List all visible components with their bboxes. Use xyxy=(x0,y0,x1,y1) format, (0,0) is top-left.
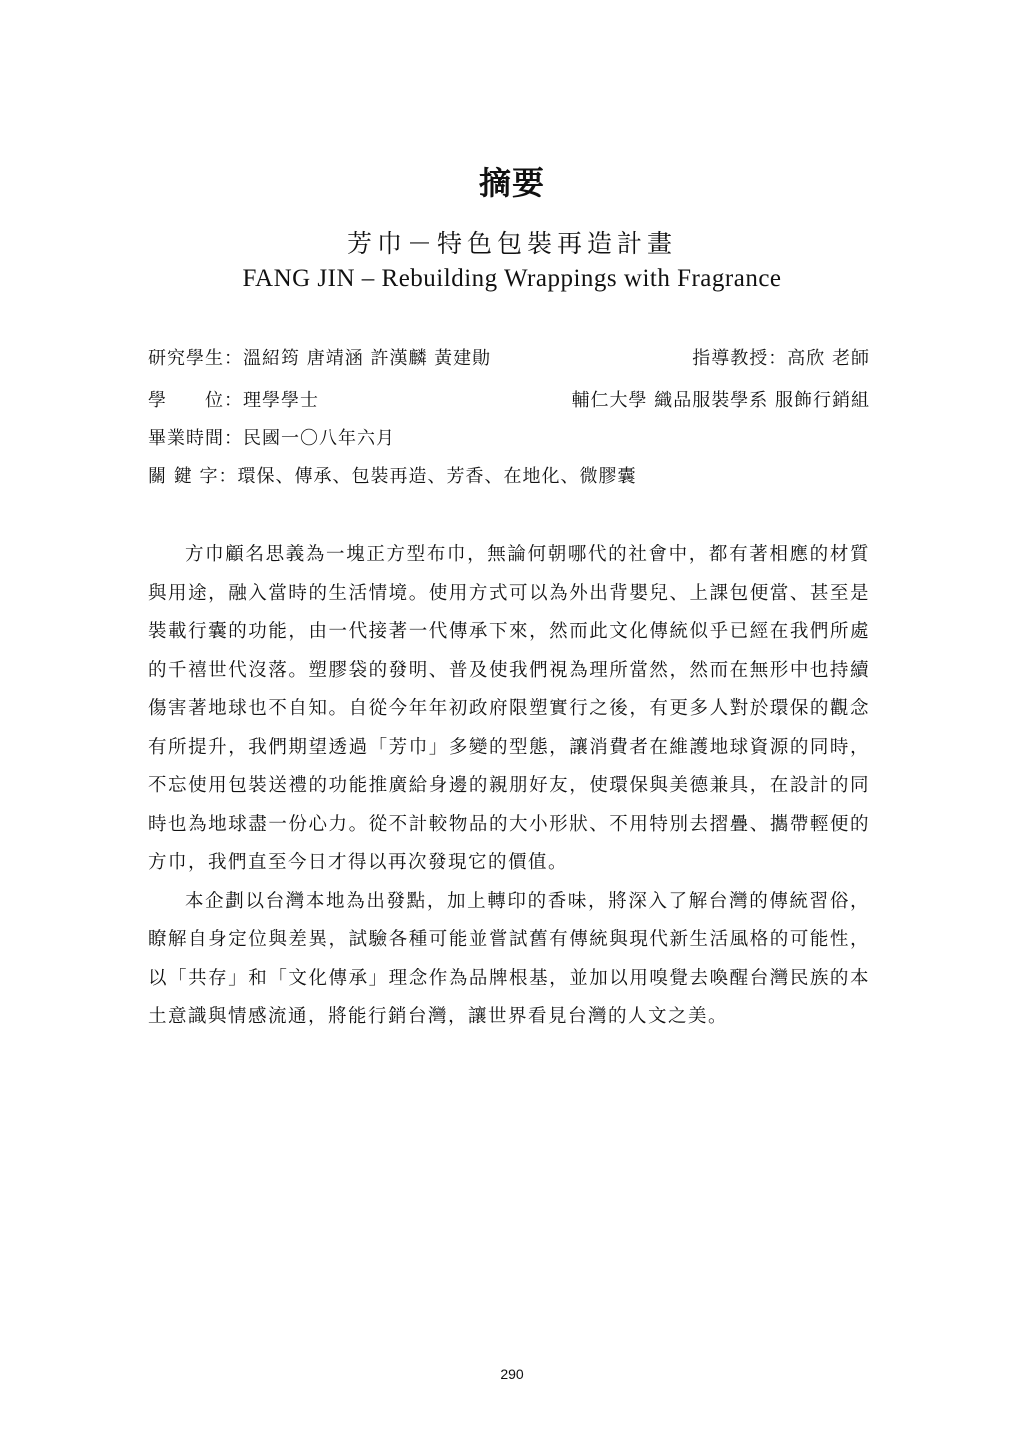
students-line: 研究學生：溫紹筠 唐靖涵 許漢麟 黃建勛 xyxy=(148,348,492,369)
chinese-title: 芳巾－特色包裝再造計畫 xyxy=(346,229,677,258)
abstract-paragraph: 方巾顧名思義為一塊正方型布巾，無論何朝哪代的社會中，都有著相應的材質與用途，融入當時的生活情境。使用方式可以為外出背嬰兒、上課包便當、甚至是裝載行囊的功能，由一代接著一代傳承下來，然而此文化傳統似乎已經在我們所處的千禧世代沒落。塑膠袋的發明、普及使我們視為理所當然，然而在無形中也持續傷害著地球也不自知。自從今年年初政府限塑實行之後，有更多人對於環保的觀念有所提升，我們期望透過「芳巾」多變的型態，讓消費者在維護地球資源的同時，不忘使用包裝送禮的功能推廣給身邊的親朋好友，使環保與美德兼具，在設計的同時也為地球盡一份心力。從不計較物品的大小形狀、不用特別去摺疊、攜帶輕便的方巾，我們直至今日才得以再次發現它的價值。 xyxy=(148,544,870,873)
meta-row-degree xyxy=(148,386,870,416)
advisor-line: 指導教授：高欣 老師 xyxy=(692,348,870,369)
abstract-paragraph: 本企劃以台灣本地為出發點，加上轉印的香味，將深入了解台灣的傳統習俗，瞭解自身定位與差異，試驗各種可能並嘗試舊有傳統與現代新生活風格的可能性，以「共存」和「文化傳承」理念作為品牌根基，並加以用嗅覺去喚醒台灣民族的本土意識與情感流通，將能行銷台灣，讓世界看見台灣的人文之美。 xyxy=(148,890,870,1027)
meta-row-students xyxy=(148,344,870,374)
degree-line: 學 位：理學學士 xyxy=(148,390,319,411)
page-number: 290 xyxy=(500,1366,524,1382)
graduation-line: 畢業時間：民國一〇八年六月 xyxy=(148,428,395,449)
meta-row-keywords xyxy=(148,462,870,492)
abstract-body xyxy=(148,536,870,1037)
abstract-heading: 摘要 xyxy=(478,164,545,202)
meta-row-graduation xyxy=(148,424,870,454)
english-title: FANG JIN – Rebuilding Wrappings with Fragrance xyxy=(242,265,782,292)
keywords-line: 關 鍵 字：環保、傳承、包裝再造、芳香、在地化、微膠囊 xyxy=(148,466,637,487)
department-line: 輔仁大學 織品服裝學系 服飾行銷組 xyxy=(571,390,870,411)
